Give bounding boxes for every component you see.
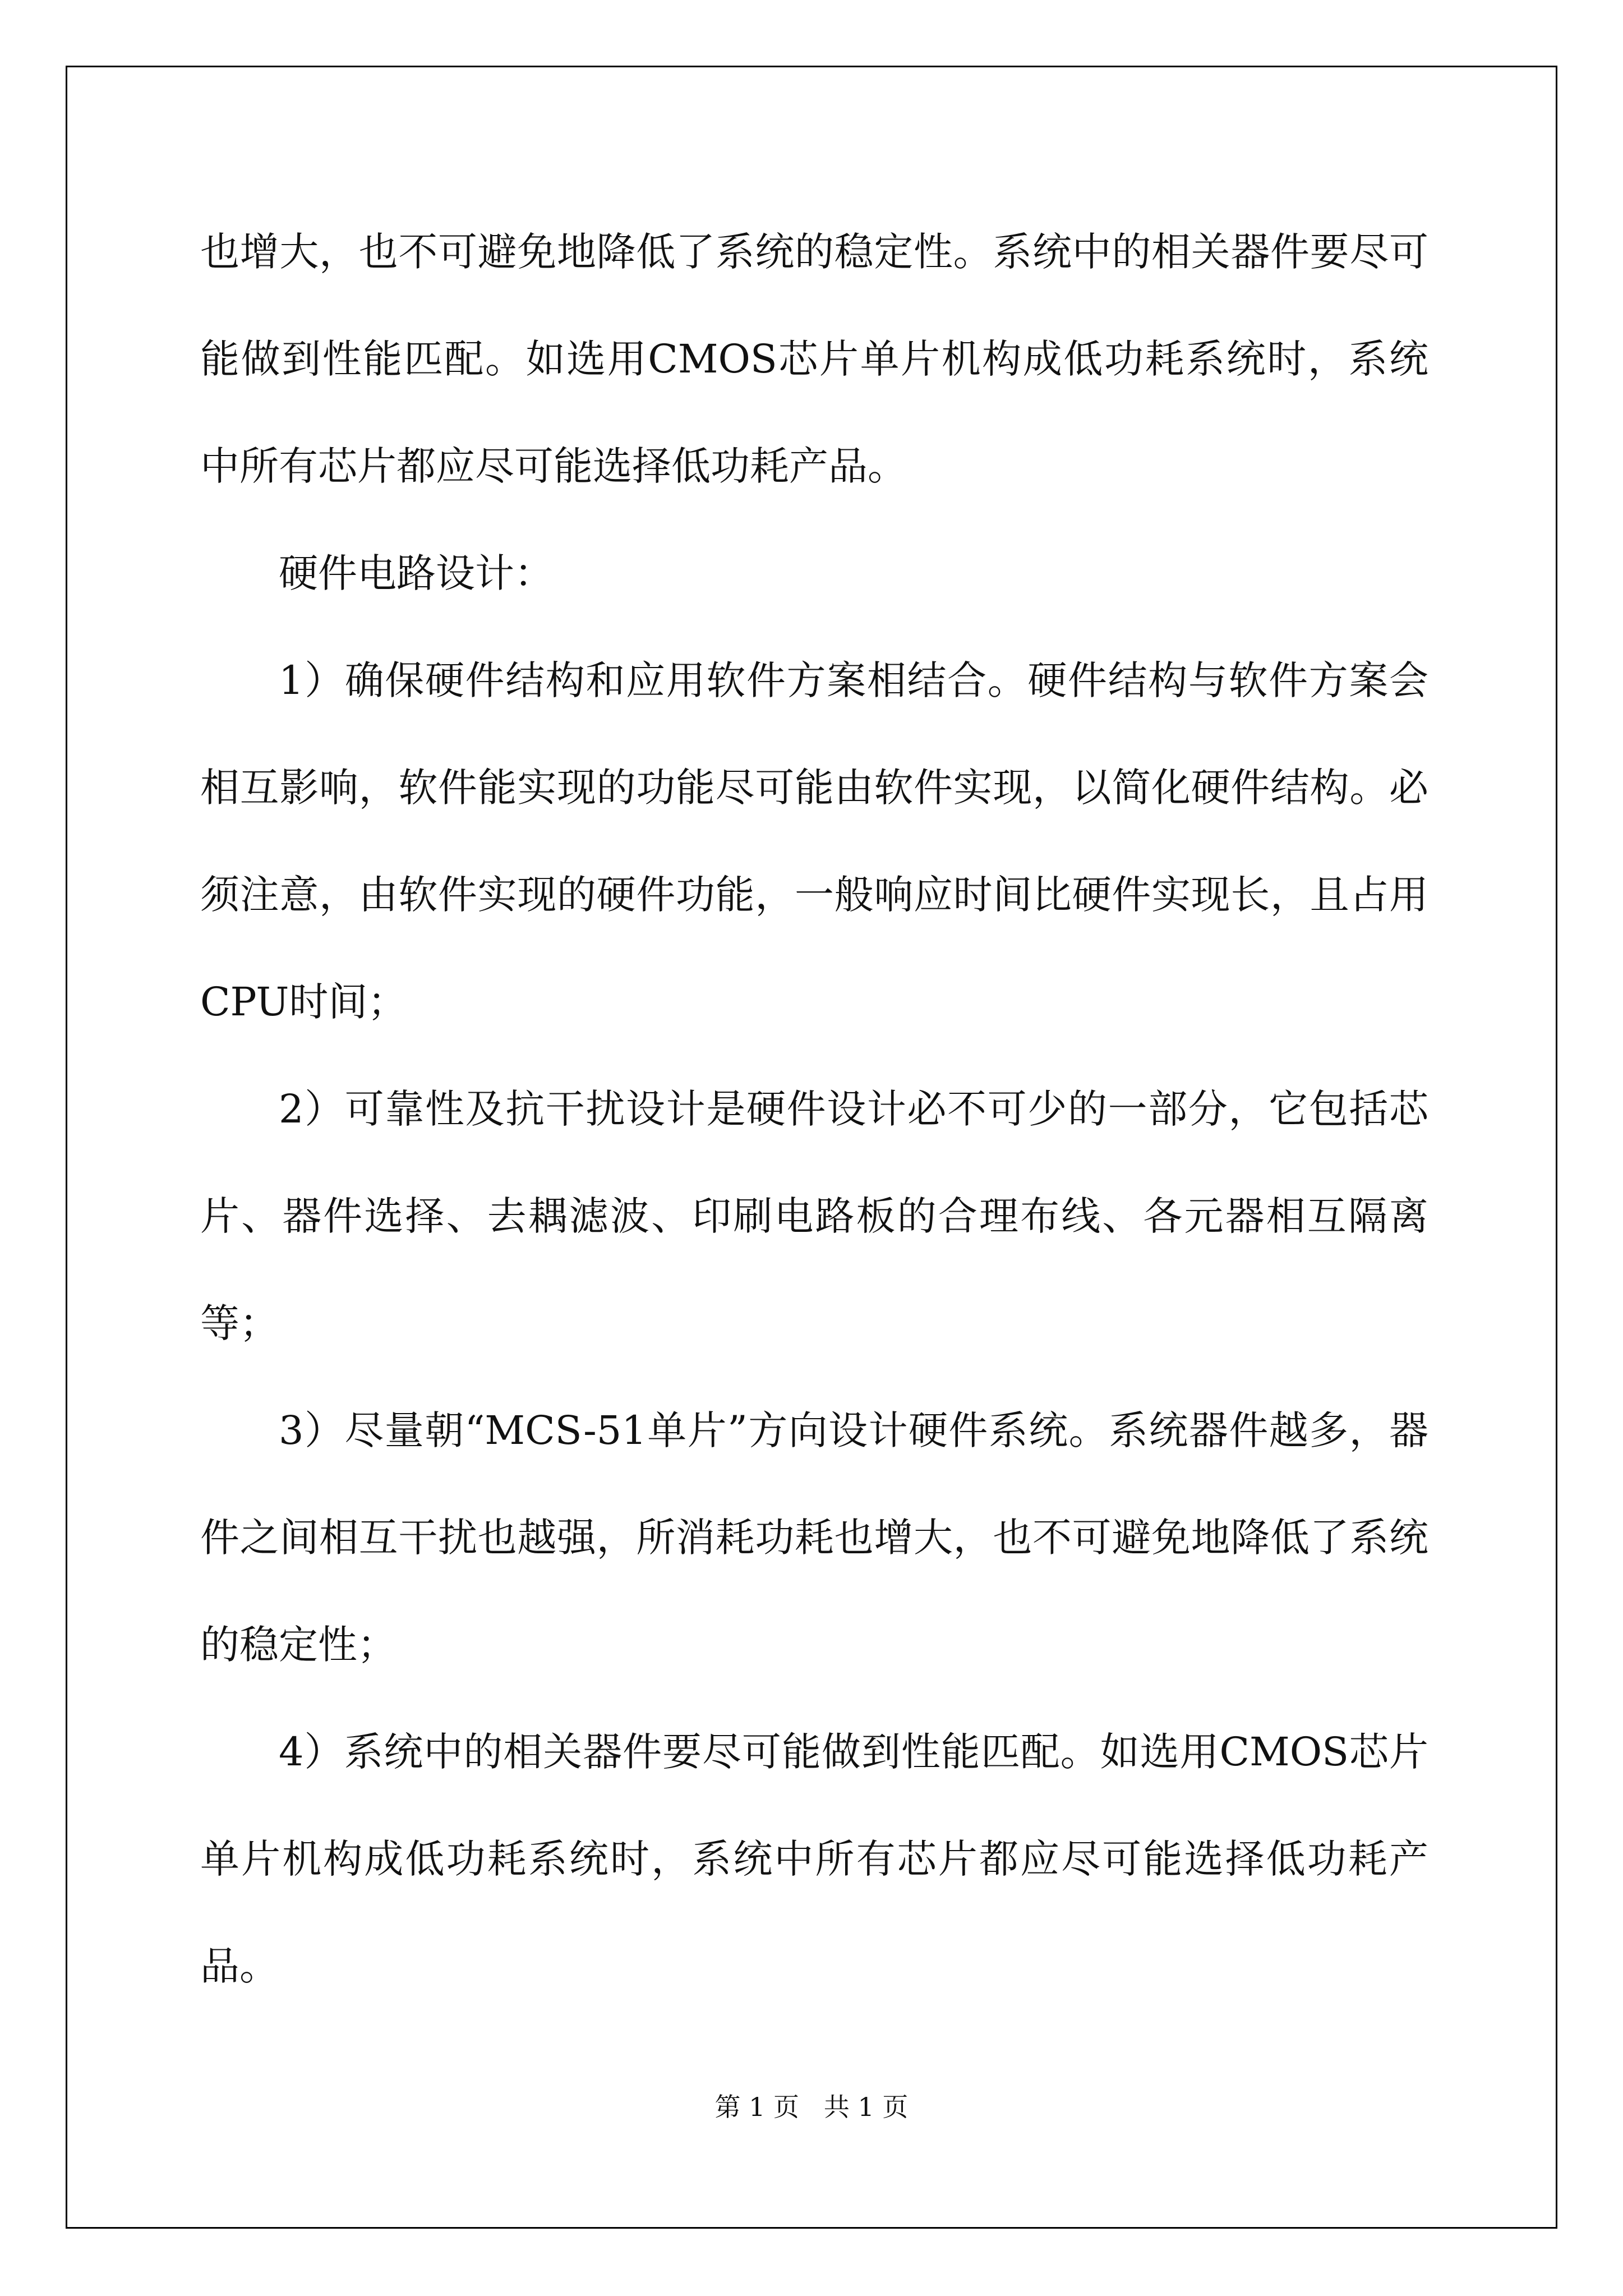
paragraph-continuation: 也增大，也不可避免地降低了系统的稳定性。系统中的相关器件要尽可能做到性能匹配。如选用CMOS芯片单片机构成低功耗系统时，系统中所有芯片都应尽可能选择低功耗产品。 [200, 229, 1428, 489]
page-number-footer: 第 1 页 共 1 页 [714, 2092, 909, 2122]
document-body [200, 199, 1428, 2020]
paragraph-item-2: 2）可靠性及抗干扰设计是硬件设计必不可少的一部分，它包括芯片、器件选择、去耦滤波、印刷电路板的合理布线、各元器相互隔离等； [200, 1086, 1428, 1346]
paragraph-item-4: 4）系统中的相关器件要尽可能做到性能匹配。如选用CMOS芯片单片机构成低功耗系统时，系统中所有芯片都应尽可能选择低功耗产品。 [200, 1729, 1428, 1989]
paragraph-item-3: 3）尽量朝“MCS-51单片”方向设计硬件系统。系统器件越多，器件之间相互干扰也越强，所消耗功耗也增大，也不可避免地降低了系统的稳定性； [200, 1407, 1428, 1668]
paragraph-heading: 硬件电路设计： [279, 550, 554, 596]
paragraph-item-1: 1）确保硬件结构和应用软件方案相结合。硬件结构与软件方案会相互影响，软件能实现的功能尽可能由软件实现，以简化硬件结构。必须注意，由软件实现的硬件功能，一般响应时间比硬件实现长，且占用CPU时间； [200, 657, 1428, 1025]
